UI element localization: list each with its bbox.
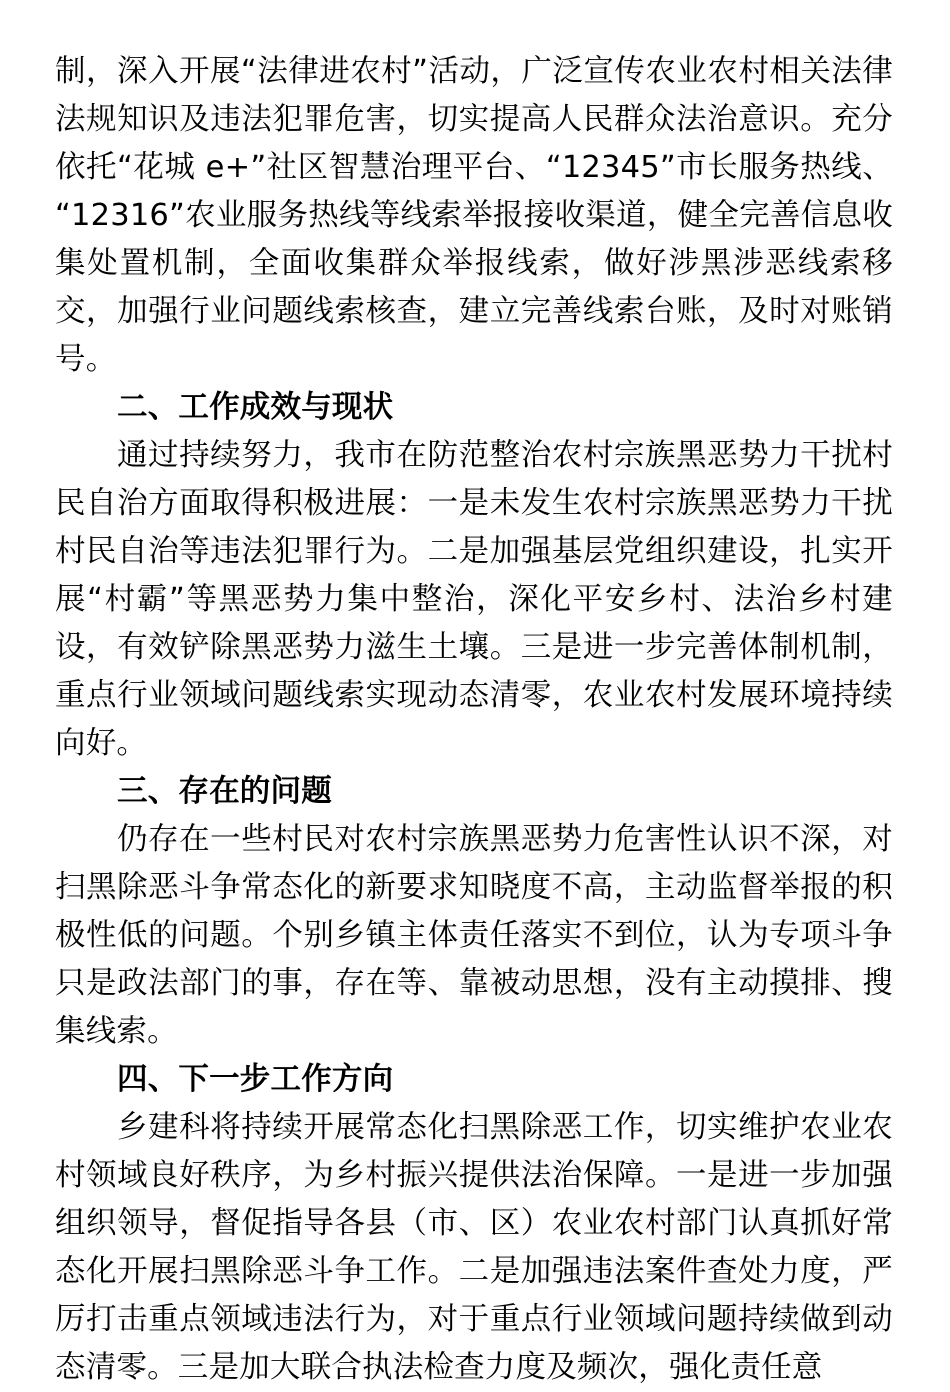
paragraph-continued: 制，深入开展“法律进农村”活动，广泛宣传农业农村相关法律法规知识及违法犯罪危害，切实提高人民群众法治意识。充分依托“花城 e+”社区智慧治理平台、“12345”市长服务热线、“12316”农业服务热线等线索举报接收渠道，健全完善信息收集处置机制，全面收集群众举报线索，做好涉黑涉恶线索移交，加强行业问题线索核查，建立完善线索台账，及时对账销号。 — [55, 54, 893, 377]
section-heading-two: 二、工作成效与现状 — [117, 390, 394, 425]
section-heading-four: 四、下一步工作方向 — [117, 1062, 394, 1097]
paragraph-existing-problems: 仍存在一些村民对农村宗族黑恶势力危害性认识不深，对扫黑除恶斗争常态化的新要求知晓度不高，主动监督举报的积极性低的问题。个别乡镇主体责任落实不到位，认为专项斗争只是政法部门的事，存在等、靠被动思想，没有主动摸排、搜集线索。 — [55, 822, 893, 1049]
paragraph-work-results: 通过持续努力，我市在防范整治农村宗族黑恶势力干扰村民自治方面取得积极进展：一是未发生农村宗族黑恶势力干扰村民自治等违法犯罪行为。二是加强基层党组织建设，扎实开展“村霸”等黑恶势力集中整治，深化平安乡村、法治乡村建设，有效铲除黑恶势力滋生土壤。三是进一步完善体制机制，重点行业领域问题线索实现动态清零，农业农村发展环境持续向好。 — [55, 438, 893, 761]
paragraph-next-steps: 乡建科将持续开展常态化扫黑除恶工作，切实维护农业农村领域良好秩序，为乡村振兴提供法治保障。一是进一步加强组织领导，督促指导各县（市、区）农业农村部门认真抓好常态化开展扫黑除恶斗争工作。二是加强违法案件查处力度，严厉打击重点领域违法行为，对于重点行业领域问题持续做到动态清零。三是加大联合执法检查力度及频次，强化责任意 — [55, 1110, 893, 1385]
section-heading-three: 三、存在的问题 — [117, 774, 332, 809]
document-body — [55, 48, 893, 1392]
